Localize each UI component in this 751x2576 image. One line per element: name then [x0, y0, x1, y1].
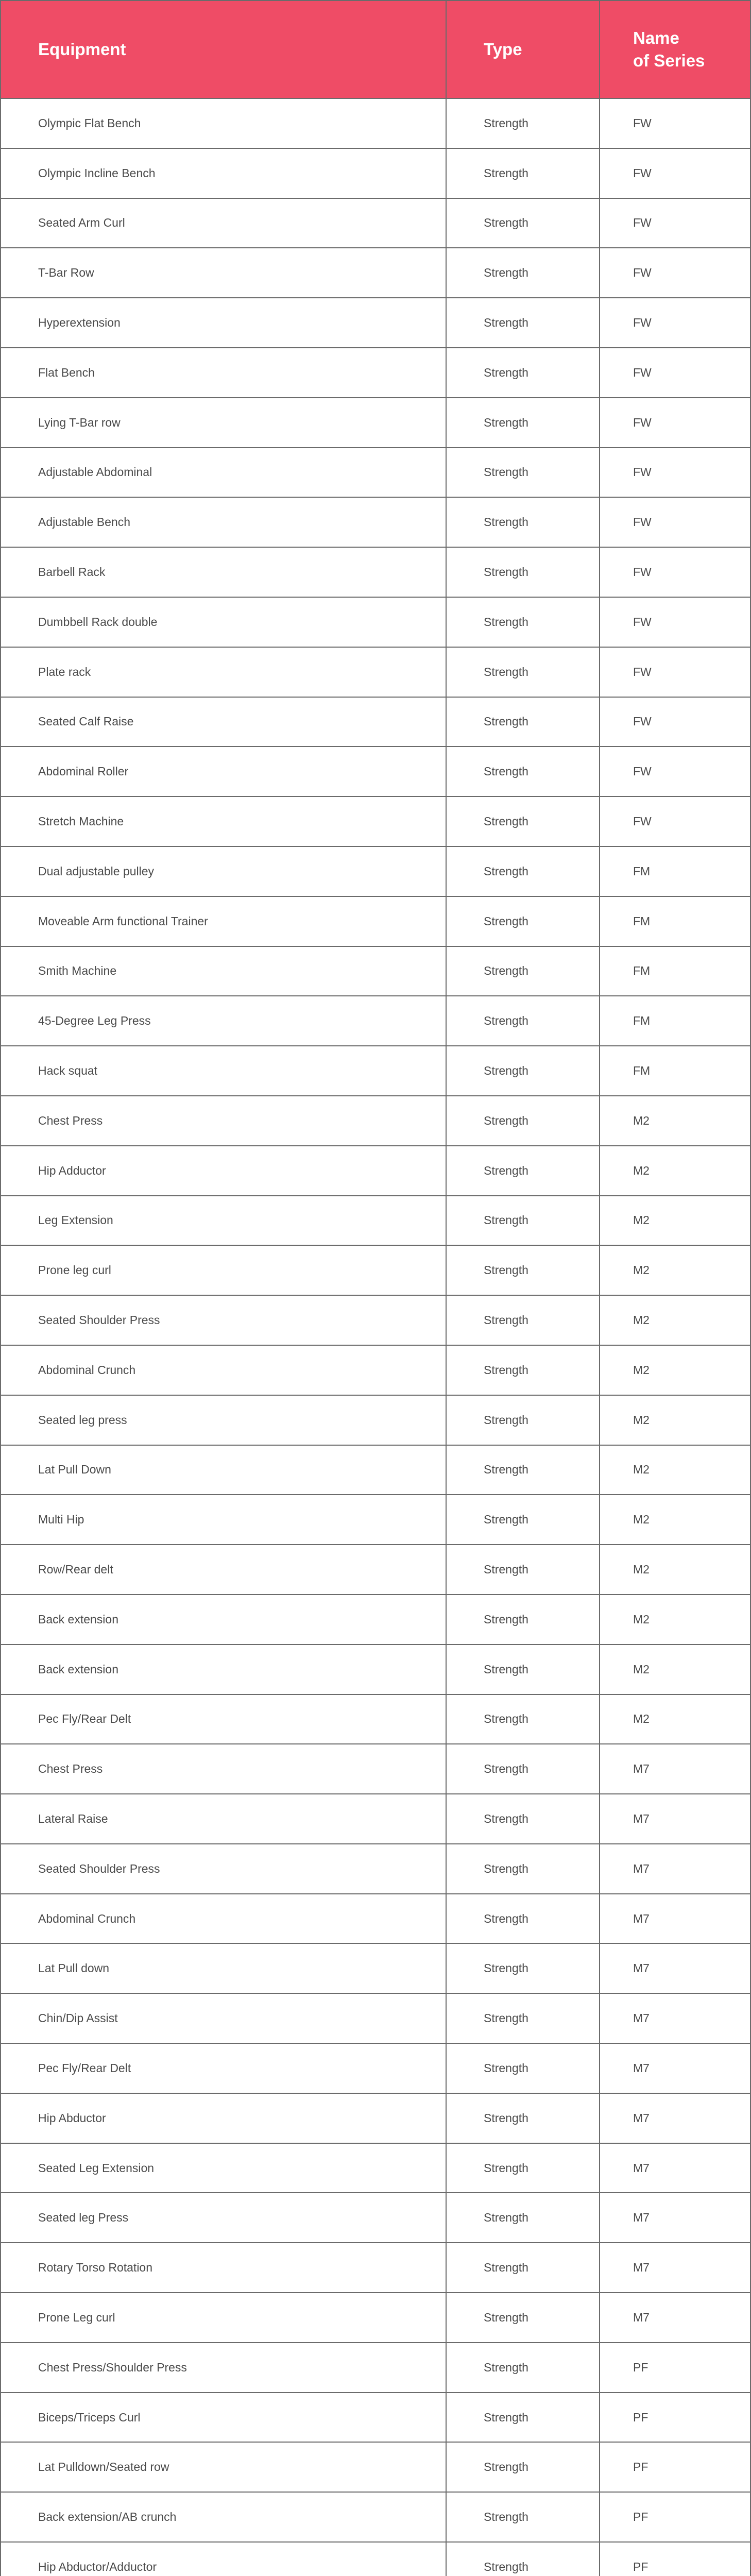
equipment-name: Back extension — [0, 1645, 446, 1695]
table-row — [0, 2543, 751, 2576]
equipment-name: Hip Abductor/Adductor — [0, 2543, 446, 2576]
equipment-name: Chest Press — [0, 1744, 446, 1794]
equipment-series: FW — [599, 648, 751, 698]
table-header-row — [0, 1, 751, 99]
equipment-type: Strength — [446, 1046, 599, 1096]
equipment-type: Strength — [446, 698, 599, 748]
equipment-series: M2 — [599, 1595, 751, 1645]
table-row — [0, 2443, 751, 2493]
header-type: Type — [446, 1, 599, 99]
equipment-name: Abdominal Crunch — [0, 1894, 446, 1944]
equipment-series: M2 — [599, 1545, 751, 1595]
equipment-type: Strength — [446, 2393, 599, 2443]
equipment-name: Chest Press — [0, 1096, 446, 1146]
equipment-type: Strength — [446, 2443, 599, 2493]
table-row — [0, 2493, 751, 2543]
table-row — [0, 498, 751, 548]
table-row — [0, 698, 751, 748]
equipment-series: M7 — [599, 2193, 751, 2243]
equipment-name: Pec Fly/Rear Delt — [0, 1695, 446, 1745]
table-row — [0, 797, 751, 847]
table-row — [0, 1396, 751, 1446]
equipment-name: Adjustable Bench — [0, 498, 446, 548]
equipment-name: Olympic Flat Bench — [0, 99, 446, 149]
table-row — [0, 448, 751, 498]
equipment-name: Hyperextension — [0, 298, 446, 348]
equipment-series: M2 — [599, 1695, 751, 1745]
equipment-name: Smith Machine — [0, 947, 446, 997]
equipment-name: Barbell Rack — [0, 548, 446, 598]
equipment-series: FW — [599, 548, 751, 598]
equipment-series: PF — [599, 2443, 751, 2493]
equipment-type: Strength — [446, 348, 599, 398]
equipment-series: FW — [599, 747, 751, 797]
table-row — [0, 1794, 751, 1844]
equipment-type: Strength — [446, 847, 599, 897]
equipment-series: M2 — [599, 1096, 751, 1146]
table-row — [0, 199, 751, 249]
equipment-name: Moveable Arm functional Trainer — [0, 897, 446, 947]
equipment-series: PF — [599, 2493, 751, 2543]
equipment-name: Hip Abductor — [0, 2094, 446, 2144]
equipment-type: Strength — [446, 1446, 599, 1496]
equipment-series: FM — [599, 1046, 751, 1096]
equipment-series: FM — [599, 996, 751, 1046]
equipment-type: Strength — [446, 2193, 599, 2243]
table-row — [0, 1744, 751, 1794]
equipment-name: Seated leg Press — [0, 2193, 446, 2243]
equipment-name: Plate rack — [0, 648, 446, 698]
equipment-name: Chest Press/Shoulder Press — [0, 2343, 446, 2393]
equipment-series: M7 — [599, 2144, 751, 2194]
equipment-name: Dual adjustable pulley — [0, 847, 446, 897]
equipment-series: FW — [599, 348, 751, 398]
table-row — [0, 1346, 751, 1396]
equipment-series: FW — [599, 149, 751, 199]
equipment-type: Strength — [446, 648, 599, 698]
equipment-type: Strength — [446, 1844, 599, 1894]
equipment-name: Lateral Raise — [0, 1794, 446, 1844]
equipment-series: FM — [599, 897, 751, 947]
header-equipment: Equipment — [0, 1, 446, 99]
equipment-series: M7 — [599, 1894, 751, 1944]
table-row — [0, 1196, 751, 1246]
table-row — [0, 348, 751, 398]
equipment-name: Chin/Dip Assist — [0, 1994, 446, 2044]
equipment-series: M7 — [599, 2044, 751, 2094]
equipment-type: Strength — [446, 1744, 599, 1794]
equipment-series: FW — [599, 199, 751, 249]
equipment-type: Strength — [446, 1146, 599, 1196]
equipment-type: Strength — [446, 1944, 599, 1994]
equipment-type: Strength — [446, 498, 599, 548]
table-row — [0, 2094, 751, 2144]
table-row — [0, 99, 751, 149]
equipment-series: M2 — [599, 1196, 751, 1246]
equipment-type: Strength — [446, 1196, 599, 1246]
equipment-type: Strength — [446, 1545, 599, 1595]
equipment-series: FW — [599, 398, 751, 448]
table-row — [0, 2393, 751, 2443]
equipment-series: FW — [599, 498, 751, 548]
table-row — [0, 1595, 751, 1645]
equipment-series: M2 — [599, 1296, 751, 1346]
equipment-name: Multi Hip — [0, 1495, 446, 1545]
table-row — [0, 1944, 751, 1994]
equipment-type: Strength — [446, 598, 599, 648]
equipment-name: Rotary Torso Rotation — [0, 2243, 446, 2293]
equipment-name: Leg Extension — [0, 1196, 446, 1246]
table-row — [0, 398, 751, 448]
equipment-name: Olympic Incline Bench — [0, 149, 446, 199]
equipment-series: M7 — [599, 1744, 751, 1794]
equipment-type: Strength — [446, 548, 599, 598]
equipment-type: Strength — [446, 2493, 599, 2543]
equipment-name: Dumbbell Rack double — [0, 598, 446, 648]
equipment-type: Strength — [446, 1645, 599, 1695]
equipment-series: FM — [599, 947, 751, 997]
equipment-name: Adjustable Abdominal — [0, 448, 446, 498]
equipment-series: FW — [599, 598, 751, 648]
table-row — [0, 1296, 751, 1346]
equipment-series: FM — [599, 847, 751, 897]
equipment-type: Strength — [446, 149, 599, 199]
equipment-name: Lat Pull Down — [0, 1446, 446, 1496]
table-row — [0, 847, 751, 897]
equipment-series: M2 — [599, 1446, 751, 1496]
equipment-name: Seated Shoulder Press — [0, 1296, 446, 1346]
equipment-series: PF — [599, 2393, 751, 2443]
table-row — [0, 1246, 751, 1296]
equipment-series: M2 — [599, 1146, 751, 1196]
equipment-series: FW — [599, 448, 751, 498]
equipment-name: Hip Adductor — [0, 1146, 446, 1196]
table-row — [0, 747, 751, 797]
table-row — [0, 1894, 751, 1944]
equipment-series: M2 — [599, 1495, 751, 1545]
table-row — [0, 548, 751, 598]
table-row — [0, 1096, 751, 1146]
equipment-type: Strength — [446, 99, 599, 149]
table-row — [0, 648, 751, 698]
equipment-type: Strength — [446, 2144, 599, 2194]
equipment-series: M2 — [599, 1396, 751, 1446]
equipment-type: Strength — [446, 947, 599, 997]
equipment-series: FW — [599, 698, 751, 748]
equipment-name: Flat Bench — [0, 348, 446, 398]
table-row — [0, 298, 751, 348]
equipment-type: Strength — [446, 2094, 599, 2144]
equipment-series: PF — [599, 2343, 751, 2393]
equipment-name: Seated Leg Extension — [0, 2144, 446, 2194]
equipment-type: Strength — [446, 1396, 599, 1446]
equipment-type: Strength — [446, 398, 599, 448]
equipment-series: M7 — [599, 2243, 751, 2293]
equipment-series: M7 — [599, 1944, 751, 1994]
equipment-name: Seated Shoulder Press — [0, 1844, 446, 1894]
equipment-name: Hack squat — [0, 1046, 446, 1096]
equipment-type: Strength — [446, 2543, 599, 2576]
table-row — [0, 2343, 751, 2393]
equipment-series: M7 — [599, 1844, 751, 1894]
table-row — [0, 1645, 751, 1695]
equipment-name: Seated Arm Curl — [0, 199, 446, 249]
table-row — [0, 2144, 751, 2194]
table-row — [0, 1046, 751, 1096]
equipment-name: Seated Calf Raise — [0, 698, 446, 748]
equipment-type: Strength — [446, 448, 599, 498]
equipment-name: Row/Rear delt — [0, 1545, 446, 1595]
table-row — [0, 2243, 751, 2293]
equipment-rows — [0, 99, 751, 2576]
equipment-type: Strength — [446, 2243, 599, 2293]
equipment-series: M7 — [599, 2293, 751, 2343]
table-row — [0, 1146, 751, 1196]
table-row — [0, 947, 751, 997]
table-row — [0, 1446, 751, 1496]
table-row — [0, 1545, 751, 1595]
equipment-series: FW — [599, 797, 751, 847]
table-row — [0, 2293, 751, 2343]
equipment-type: Strength — [446, 199, 599, 249]
equipment-name: Pec Fly/Rear Delt — [0, 2044, 446, 2094]
equipment-type: Strength — [446, 797, 599, 847]
header-series: Name of Series — [599, 1, 751, 99]
equipment-type: Strength — [446, 1794, 599, 1844]
equipment-series: FW — [599, 248, 751, 298]
equipment-type: Strength — [446, 2044, 599, 2094]
equipment-name: Abdominal Roller — [0, 747, 446, 797]
equipment-series: M7 — [599, 2094, 751, 2144]
equipment-series: M2 — [599, 1346, 751, 1396]
equipment-type: Strength — [446, 1894, 599, 1944]
table-row — [0, 598, 751, 648]
equipment-type: Strength — [446, 1595, 599, 1645]
equipment-type: Strength — [446, 298, 599, 348]
equipment-name: 45-Degree Leg Press — [0, 996, 446, 1046]
table-row — [0, 1844, 751, 1894]
equipment-name: Lat Pulldown/Seated row — [0, 2443, 446, 2493]
equipment-type: Strength — [446, 1096, 599, 1146]
equipment-name: Lying T-Bar row — [0, 398, 446, 448]
equipment-name: Prone Leg curl — [0, 2293, 446, 2343]
equipment-series: PF — [599, 2543, 751, 2576]
table-row — [0, 1994, 751, 2044]
table-row — [0, 2044, 751, 2094]
equipment-series: FW — [599, 99, 751, 149]
equipment-name: Back extension/AB crunch — [0, 2493, 446, 2543]
equipment-type: Strength — [446, 1695, 599, 1745]
table-row — [0, 248, 751, 298]
equipment-name: Seated leg press — [0, 1396, 446, 1446]
equipment-type: Strength — [446, 1346, 599, 1396]
equipment-name: Lat Pull down — [0, 1944, 446, 1994]
equipment-type: Strength — [446, 996, 599, 1046]
equipment-type: Strength — [446, 897, 599, 947]
equipment-name: T-Bar Row — [0, 248, 446, 298]
table-row — [0, 897, 751, 947]
equipment-type: Strength — [446, 1246, 599, 1296]
table-row — [0, 1495, 751, 1545]
table-row — [0, 996, 751, 1046]
equipment-name: Back extension — [0, 1595, 446, 1645]
equipment-type: Strength — [446, 248, 599, 298]
equipment-series: FW — [599, 298, 751, 348]
equipment-series: M2 — [599, 1246, 751, 1296]
equipment-series: M7 — [599, 1994, 751, 2044]
equipment-series: M7 — [599, 1794, 751, 1844]
equipment-name: Biceps/Triceps Curl — [0, 2393, 446, 2443]
equipment-type: Strength — [446, 747, 599, 797]
equipment-series: M2 — [599, 1645, 751, 1695]
equipment-type: Strength — [446, 1296, 599, 1346]
equipment-name: Prone leg curl — [0, 1246, 446, 1296]
equipment-name: Abdominal Crunch — [0, 1346, 446, 1396]
table-row — [0, 149, 751, 199]
table-row — [0, 1695, 751, 1745]
equipment-type: Strength — [446, 2293, 599, 2343]
equipment-type: Strength — [446, 1495, 599, 1545]
equipment-type: Strength — [446, 2343, 599, 2393]
equipment-type: Strength — [446, 1994, 599, 2044]
table-row — [0, 2193, 751, 2243]
equipment-name: Stretch Machine — [0, 797, 446, 847]
